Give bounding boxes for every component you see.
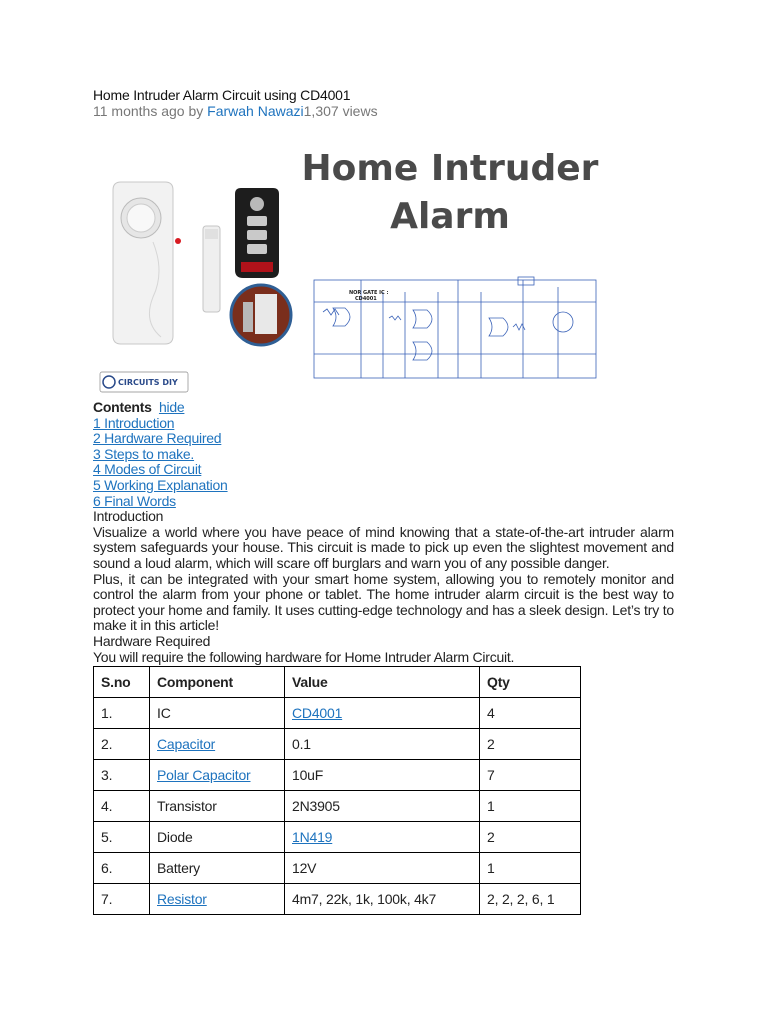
cell-qty: 4 <box>480 698 581 729</box>
article <box>93 87 674 915</box>
cell-component: Battery <box>150 853 285 884</box>
remote-key-fob-illustration <box>235 188 279 278</box>
toc-item-hardware-required[interactable]: 2 Hardware Required <box>93 430 222 447</box>
resistor-link[interactable]: Resistor <box>157 891 207 908</box>
cd4001-link[interactable]: CD4001 <box>292 705 343 722</box>
cell-value: 12V <box>285 853 480 884</box>
hardware-intro: You will require the following hardware for Home Intruder Alarm Circuit. <box>93 648 515 665</box>
cell-qty: 1 <box>480 791 581 822</box>
author-link[interactable]: Farwah Nawazi <box>207 103 304 119</box>
cell-value: 2N3905 <box>285 791 480 822</box>
table-row <box>94 822 581 853</box>
schematic-label-2: CD4001 <box>355 296 377 302</box>
post-age: 11 months ago by <box>93 103 208 119</box>
cell-qty: 2 <box>480 729 581 760</box>
cell-component <box>150 729 285 760</box>
cell-component <box>150 884 285 915</box>
cell-value: 4m7, 22k, 1k, 100k, 4k7 <box>285 884 480 915</box>
cell-sno: 6. <box>94 853 150 884</box>
introduction-heading: Introduction <box>93 508 164 525</box>
cell-value <box>285 822 480 853</box>
table-row <box>94 884 581 915</box>
circuits-diy-logo <box>100 372 188 392</box>
table-row <box>94 698 581 729</box>
introduction-paragraph-2: Plus, it can be integrated with your smart home system, allowing you to remotely monitor and control the alarm from your phone or tablet. The home intruder alarm circuit is the best way to protect your home and family. It uses cutting-edge technology and has a sleek design. Let’s try to make it in this article! <box>93 570 674 634</box>
cell-sno: 2. <box>94 729 150 760</box>
cell-value <box>285 698 480 729</box>
logo-text: CIRCUITS DIY <box>118 378 178 387</box>
polar-capacitor-link[interactable]: Polar Capacitor <box>157 767 251 784</box>
table-header-row <box>94 667 581 698</box>
cell-component: Transistor <box>150 791 285 822</box>
table-of-contents <box>93 400 674 416</box>
cell-component: IC <box>150 698 285 729</box>
cell-sno: 7. <box>94 884 150 915</box>
cell-sno: 4. <box>94 791 150 822</box>
alarm-device-illustration <box>113 182 220 344</box>
cell-component <box>150 760 285 791</box>
cell-qty: 2 <box>480 822 581 853</box>
cell-qty: 7 <box>480 760 581 791</box>
introduction-paragraph-1: Visualize a world where you have peace of mind knowing that a state-of-the-art intruder alarm system safeguards your house. This circuit is made to pick up even the slightest movement and sound a loud alarm, which will scare off burglars and warn you of any possible danger. <box>93 523 674 571</box>
col-header-qty: Qty <box>480 667 581 698</box>
post-meta <box>93 103 674 119</box>
view-count: 1,307 views <box>303 103 378 119</box>
cell-value: 0.1 <box>285 729 480 760</box>
table-row <box>94 729 581 760</box>
cell-sno: 3. <box>94 760 150 791</box>
door-sensor-inset-illustration <box>231 285 291 345</box>
hardware-heading: Hardware Required <box>93 632 211 649</box>
toc-label: Contents <box>93 399 152 415</box>
toc-item-introduction[interactable]: 1 Introduction <box>93 414 175 431</box>
hero-heading-line2: Alarm <box>390 196 510 237</box>
col-header-component: Component <box>150 667 285 698</box>
hero-heading-line1: Home Intruder <box>301 148 599 189</box>
table-row <box>94 791 581 822</box>
toc-item-steps-to-make[interactable]: 3 Steps to make. <box>93 445 195 462</box>
col-header-sno: S.no <box>94 667 150 698</box>
table-row <box>94 853 581 884</box>
hardware-table <box>93 666 581 915</box>
schematic-label-1: NOR GATE IC : <box>349 290 389 296</box>
toc-item-final-words[interactable]: 6 Final Words <box>93 492 176 509</box>
featured-image <box>93 122 621 400</box>
cell-value: 10uF <box>285 760 480 791</box>
toc-item-working-explanation[interactable]: 5 Working Explanation <box>93 476 228 493</box>
col-header-value: Value <box>285 667 480 698</box>
cell-sno: 1. <box>94 698 150 729</box>
table-row <box>94 760 581 791</box>
cell-sno: 5. <box>94 822 150 853</box>
cell-qty: 1 <box>480 853 581 884</box>
1n419-link[interactable]: 1N419 <box>292 829 333 846</box>
cell-qty: 2, 2, 2, 6, 1 <box>480 884 581 915</box>
post-title: Home Intruder Alarm Circuit using CD4001 <box>93 87 351 103</box>
toc-item-modes-of-circuit[interactable]: 4 Modes of Circuit <box>93 461 202 478</box>
toc-hide-link[interactable]: hide <box>158 399 185 415</box>
capacitor-link[interactable]: Capacitor <box>157 736 216 753</box>
cell-component: Diode <box>150 822 285 853</box>
